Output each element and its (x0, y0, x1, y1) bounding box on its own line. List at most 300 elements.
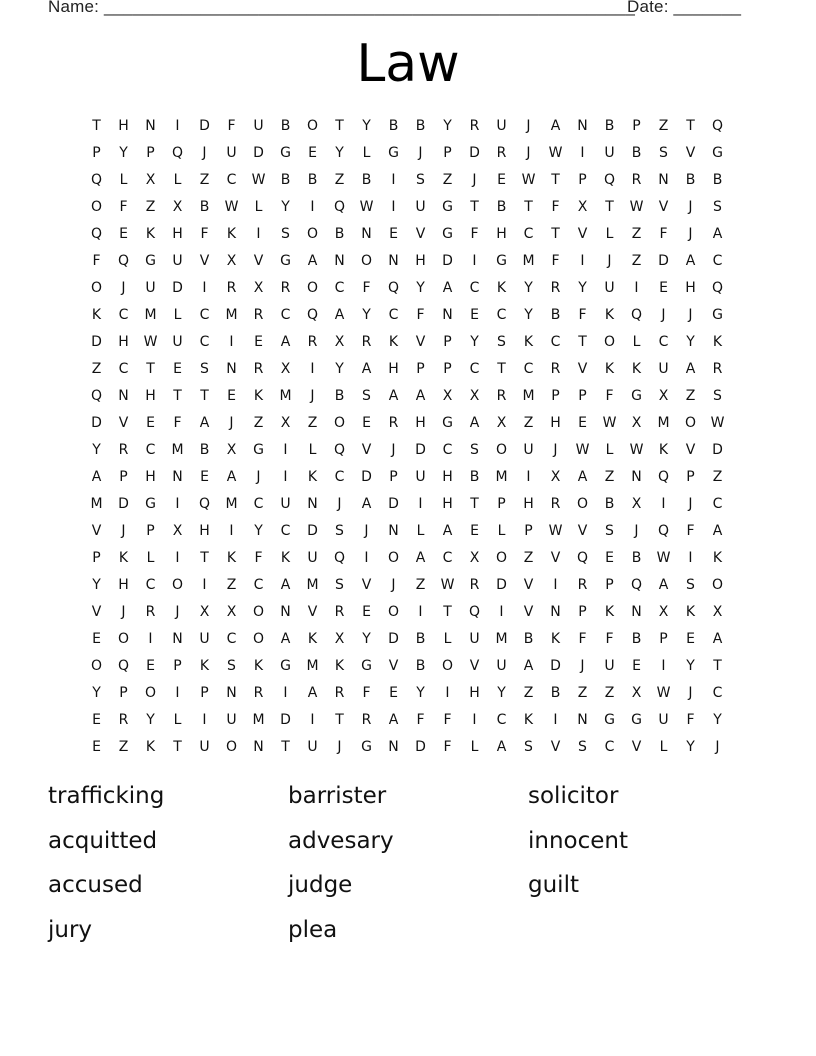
grid-letter: U (604, 657, 615, 674)
grid-letter: T (605, 198, 614, 215)
grid-letter: Q (198, 495, 211, 512)
word-list-item: judge (288, 872, 353, 898)
grid-letter: P (605, 576, 614, 593)
grid-letter: L (173, 306, 182, 323)
grid-letter: T (470, 495, 479, 512)
grid-letter: H (415, 252, 426, 269)
grid-letter: L (119, 171, 128, 188)
grid-letter: W (656, 684, 671, 701)
grid-letter: F (605, 630, 614, 647)
grid-letter: B (496, 198, 507, 215)
grid-letter: C (658, 333, 669, 350)
grid-letter: N (253, 738, 264, 755)
grid-letter: H (469, 684, 480, 701)
grid-letter: K (550, 630, 561, 647)
grid-letter: G (442, 225, 453, 242)
grid-letter: W (359, 198, 374, 215)
grid-letter: L (632, 333, 641, 350)
grid-letter: Q (711, 117, 724, 134)
grid-letter: J (364, 522, 369, 539)
grid-letter: K (685, 603, 696, 620)
grid-letter: Z (442, 171, 453, 188)
grid-letter: J (688, 306, 693, 323)
grid-letter: U (307, 738, 318, 755)
grid-letter: O (684, 414, 697, 431)
grid-letter: D (361, 468, 372, 485)
grid-letter: M (522, 387, 535, 404)
grid-letter: F (254, 549, 263, 566)
grid-letter: P (119, 684, 128, 701)
grid-row (83, 301, 731, 328)
grid-letter: W (224, 198, 239, 215)
grid-letter: E (497, 171, 506, 188)
word-list-item: advesary (288, 827, 394, 854)
grid-letter: B (712, 171, 723, 188)
grid-letter: Q (333, 441, 346, 458)
grid-letter: L (443, 630, 452, 647)
grid-letter: U (658, 711, 669, 728)
grid-letter: J (607, 252, 612, 269)
grid-letter: J (472, 171, 477, 188)
word-search-grid (83, 112, 731, 760)
grid-row (83, 625, 731, 652)
grid-letter: A (496, 738, 507, 755)
grid-row (83, 679, 731, 706)
grid-letter: A (307, 684, 318, 701)
grid-letter: E (254, 333, 263, 350)
grid-letter: K (631, 360, 642, 377)
grid-letter: E (632, 657, 641, 674)
grid-row (83, 598, 731, 625)
grid-letter: K (658, 441, 669, 458)
grid-letter: V (469, 657, 480, 674)
grid-letter: Q (171, 144, 184, 161)
grid-letter: B (469, 468, 480, 485)
grid-letter: Y (92, 576, 101, 593)
grid-letter: J (256, 468, 261, 485)
grid-letter: G (442, 414, 453, 431)
grid-letter: R (469, 117, 480, 134)
grid-letter: G (631, 711, 642, 728)
grid-letter: B (415, 630, 426, 647)
grid-letter: P (578, 171, 587, 188)
grid-letter: D (199, 117, 210, 134)
grid-letter: F (416, 306, 425, 323)
grid-letter: H (496, 225, 507, 242)
grid-letter: J (175, 603, 180, 620)
grid-letter: Q (657, 468, 670, 485)
grid-letter: I (256, 225, 261, 242)
grid-letter: D (388, 495, 399, 512)
grid-letter: U (496, 657, 507, 674)
grid-letter: V (253, 252, 264, 269)
grid-letter: K (388, 333, 399, 350)
grid-letter: S (470, 441, 479, 458)
grid-letter: F (227, 117, 236, 134)
grid-letter: G (388, 144, 399, 161)
grid-letter: K (604, 306, 615, 323)
grid-letter: D (172, 279, 183, 296)
grid-letter: I (175, 684, 180, 701)
grid-letter: T (497, 360, 506, 377)
grid-letter: Q (630, 576, 643, 593)
grid-letter: R (388, 414, 399, 431)
grid-letter: W (656, 549, 671, 566)
grid-letter: H (685, 279, 696, 296)
grid-letter: T (200, 387, 209, 404)
grid-letter: L (497, 522, 506, 539)
grid-letter: X (712, 603, 723, 620)
grid-letter: E (227, 387, 236, 404)
grid-letter: E (686, 630, 695, 647)
grid-letter: Q (117, 252, 130, 269)
grid-letter: E (362, 603, 371, 620)
grid-letter: Z (334, 171, 345, 188)
grid-letter: V (199, 252, 210, 269)
grid-letter: E (92, 630, 101, 647)
grid-letter: I (283, 441, 288, 458)
grid-letter: M (495, 468, 508, 485)
grid-letter: B (334, 225, 345, 242)
grid-letter: W (521, 171, 536, 188)
grid-letter: G (604, 711, 615, 728)
grid-letter: I (229, 333, 234, 350)
grid-letter: P (200, 684, 209, 701)
grid-letter: C (469, 360, 480, 377)
grid-letter: T (524, 198, 533, 215)
grid-letter: R (253, 684, 264, 701)
grid-letter: B (550, 684, 561, 701)
grid-letter: I (310, 711, 315, 728)
grid-letter: E (605, 549, 614, 566)
grid-letter: Z (91, 360, 102, 377)
grid-letter: I (661, 495, 666, 512)
grid-letter: T (578, 333, 587, 350)
grid-letter: D (712, 441, 723, 458)
grid-letter: V (685, 144, 696, 161)
grid-row (83, 220, 731, 247)
grid-letter: G (280, 252, 291, 269)
grid-letter: K (523, 333, 534, 350)
grid-letter: U (172, 252, 183, 269)
grid-letter: C (226, 171, 237, 188)
grid-row (83, 409, 731, 436)
grid-letter: U (199, 630, 210, 647)
grid-letter: A (469, 414, 480, 431)
grid-letter: Q (90, 225, 103, 242)
grid-letter: Y (335, 144, 344, 161)
grid-letter: G (145, 252, 156, 269)
grid-letter: L (146, 549, 155, 566)
grid-letter: D (469, 144, 480, 161)
grid-letter: G (253, 441, 264, 458)
grid-letter: I (580, 144, 585, 161)
grid-letter: K (604, 360, 615, 377)
grid-letter: L (659, 738, 668, 755)
grid-letter: H (550, 414, 561, 431)
grid-letter: A (415, 549, 426, 566)
grid-letter: B (361, 171, 372, 188)
grid-letter: T (335, 711, 344, 728)
grid-letter: Y (119, 144, 128, 161)
grid-row (83, 247, 731, 274)
grid-letter: P (497, 495, 506, 512)
grid-letter: C (334, 279, 345, 296)
grid-letter: O (306, 225, 319, 242)
grid-letter: F (362, 279, 371, 296)
grid-letter: O (117, 630, 130, 647)
grid-letter: E (119, 225, 128, 242)
grid-letter: A (523, 657, 534, 674)
grid-letter: A (334, 306, 345, 323)
grid-letter: D (91, 333, 102, 350)
grid-letter: B (631, 144, 642, 161)
grid-letter: B (307, 171, 318, 188)
grid-letter: V (577, 225, 588, 242)
grid-row (83, 382, 731, 409)
grid-letter: H (442, 468, 453, 485)
grid-letter: R (550, 279, 561, 296)
grid-letter: R (577, 576, 588, 593)
grid-letter: Y (146, 711, 155, 728)
grid-letter: Q (333, 198, 346, 215)
grid-letter: A (361, 360, 372, 377)
word-list-item: accused (48, 872, 143, 898)
grid-letter: B (604, 495, 615, 512)
grid-letter: E (578, 414, 587, 431)
grid-letter: Z (523, 684, 534, 701)
grid-letter: T (281, 738, 290, 755)
grid-letter: I (364, 549, 369, 566)
grid-letter: L (416, 522, 425, 539)
grid-letter: C (280, 306, 291, 323)
grid-letter: J (391, 576, 396, 593)
grid-letter: P (416, 360, 425, 377)
grid-letter: O (495, 441, 508, 458)
grid-letter: S (659, 144, 668, 161)
grid-letter: I (175, 549, 180, 566)
grid-letter: V (550, 738, 561, 755)
grid-letter: A (685, 360, 696, 377)
grid-letter: P (389, 468, 398, 485)
grid-letter: H (118, 576, 129, 593)
grid-letter: Z (685, 387, 696, 404)
grid-letter: Z (253, 414, 264, 431)
grid-letter: B (388, 117, 399, 134)
grid-letter: P (524, 522, 533, 539)
grid-letter: X (253, 279, 264, 296)
grid-letter: A (550, 117, 561, 134)
grid-letter: R (550, 360, 561, 377)
grid-letter: Y (281, 198, 290, 215)
grid-letter: N (550, 603, 561, 620)
grid-letter: I (445, 684, 450, 701)
grid-letter: H (442, 495, 453, 512)
grid-letter: Q (576, 549, 589, 566)
grid-letter: X (658, 603, 669, 620)
grid-letter: K (199, 657, 210, 674)
grid-letter: P (119, 468, 128, 485)
grid-letter: R (496, 144, 507, 161)
grid-letter: N (226, 360, 237, 377)
grid-letter: O (90, 279, 103, 296)
grid-letter: J (688, 495, 693, 512)
grid-letter: X (631, 684, 642, 701)
grid-letter: V (523, 603, 534, 620)
grid-letter: N (280, 603, 291, 620)
grid-letter: R (334, 603, 345, 620)
grid-letter: O (360, 252, 373, 269)
grid-letter: K (307, 630, 318, 647)
grid-letter: O (387, 549, 400, 566)
grid-letter: Y (362, 117, 371, 134)
grid-row (83, 733, 731, 760)
grid-letter: W (548, 522, 563, 539)
grid-letter: D (415, 738, 426, 755)
grid-letter: A (685, 252, 696, 269)
grid-letter: I (175, 117, 180, 134)
grid-letter: I (661, 657, 666, 674)
grid-letter: K (145, 738, 156, 755)
grid-letter: J (121, 522, 126, 539)
grid-letter: M (495, 630, 508, 647)
grid-row (83, 112, 731, 139)
grid-letter: I (472, 711, 477, 728)
grid-letter: Q (468, 603, 481, 620)
grid-letter: C (226, 630, 237, 647)
grid-letter: R (631, 171, 642, 188)
grid-letter: L (308, 441, 317, 458)
grid-letter: C (442, 549, 453, 566)
grid-letter: S (335, 522, 344, 539)
grid-letter: Z (631, 252, 642, 269)
grid-letter: B (631, 549, 642, 566)
grid-letter: S (335, 576, 344, 593)
grid-letter: C (469, 279, 480, 296)
grid-letter: F (362, 684, 371, 701)
grid-letter: Q (333, 549, 346, 566)
grid-letter: V (361, 441, 372, 458)
grid-letter: U (523, 441, 534, 458)
grid-letter: D (415, 441, 426, 458)
grid-letter: F (686, 522, 695, 539)
grid-row (83, 544, 731, 571)
grid-letter: T (470, 198, 479, 215)
grid-letter: W (548, 144, 563, 161)
grid-letter: F (551, 198, 560, 215)
grid-letter: K (253, 387, 264, 404)
grid-letter: P (551, 387, 560, 404)
grid-letter: N (226, 684, 237, 701)
grid-letter: H (415, 414, 426, 431)
grid-letter: S (227, 657, 236, 674)
grid-letter: C (199, 333, 210, 350)
grid-letter: P (659, 630, 668, 647)
grid-letter: F (416, 711, 425, 728)
grid-letter: C (712, 252, 723, 269)
grid-letter: G (145, 495, 156, 512)
grid-letter: X (280, 360, 291, 377)
grid-letter: M (144, 306, 157, 323)
grid-letter: W (710, 414, 725, 431)
word-list-item: innocent (528, 827, 629, 854)
grid-letter: J (688, 225, 693, 242)
grid-letter: E (200, 468, 209, 485)
grid-letter: A (199, 414, 210, 431)
grid-letter: I (310, 360, 315, 377)
grid-letter: D (280, 711, 291, 728)
grid-letter: X (226, 252, 237, 269)
grid-letter: K (307, 468, 318, 485)
grid-letter: I (634, 279, 639, 296)
grid-letter: D (388, 630, 399, 647)
grid-letter: Y (92, 441, 101, 458)
grid-letter: J (715, 738, 720, 755)
grid-letter: J (688, 198, 693, 215)
grid-letter: U (253, 117, 264, 134)
grid-letter: R (712, 360, 723, 377)
grid-letter: O (144, 684, 157, 701)
grid-letter: U (496, 117, 507, 134)
grid-letter: J (310, 387, 315, 404)
grid-letter: C (118, 306, 129, 323)
grid-letter: Y (416, 279, 425, 296)
grid-letter: F (551, 252, 560, 269)
grid-letter: U (307, 549, 318, 566)
grid-letter: C (712, 684, 723, 701)
grid-letter: G (361, 738, 372, 755)
grid-letter: N (172, 630, 183, 647)
grid-row (83, 328, 731, 355)
grid-letter: F (605, 387, 614, 404)
grid-letter: Q (306, 306, 319, 323)
grid-letter: E (659, 279, 668, 296)
word-list-item: trafficking (48, 783, 165, 809)
grid-letter: T (443, 603, 452, 620)
name-field-line: Name: _______________________________________________________ (48, 0, 635, 16)
grid-letter: C (334, 468, 345, 485)
grid-letter: P (443, 360, 452, 377)
grid-letter: S (200, 360, 209, 377)
grid-row (83, 652, 731, 679)
grid-letter: Q (657, 522, 670, 539)
grid-letter: R (253, 306, 264, 323)
grid-letter: G (712, 306, 723, 323)
grid-letter: G (496, 252, 507, 269)
grid-letter: B (280, 171, 291, 188)
grid-letter: F (578, 630, 587, 647)
grid-letter: C (199, 306, 210, 323)
grid-letter: J (553, 441, 558, 458)
grid-letter: G (280, 144, 291, 161)
grid-letter: Z (145, 198, 156, 215)
grid-letter: I (391, 171, 396, 188)
grid-letter: Z (307, 414, 318, 431)
grid-letter: A (280, 576, 291, 593)
grid-letter: E (146, 657, 155, 674)
grid-letter: O (711, 576, 724, 593)
grid-letter: A (712, 522, 723, 539)
grid-letter: S (578, 738, 587, 755)
grid-letter: D (307, 522, 318, 539)
grid-letter: X (334, 333, 345, 350)
grid-letter: V (577, 360, 588, 377)
grid-letter: A (577, 468, 588, 485)
grid-letter: V (415, 333, 426, 350)
grid-letter: O (306, 117, 319, 134)
grid-letter: C (523, 360, 534, 377)
grid-letter: W (575, 441, 590, 458)
